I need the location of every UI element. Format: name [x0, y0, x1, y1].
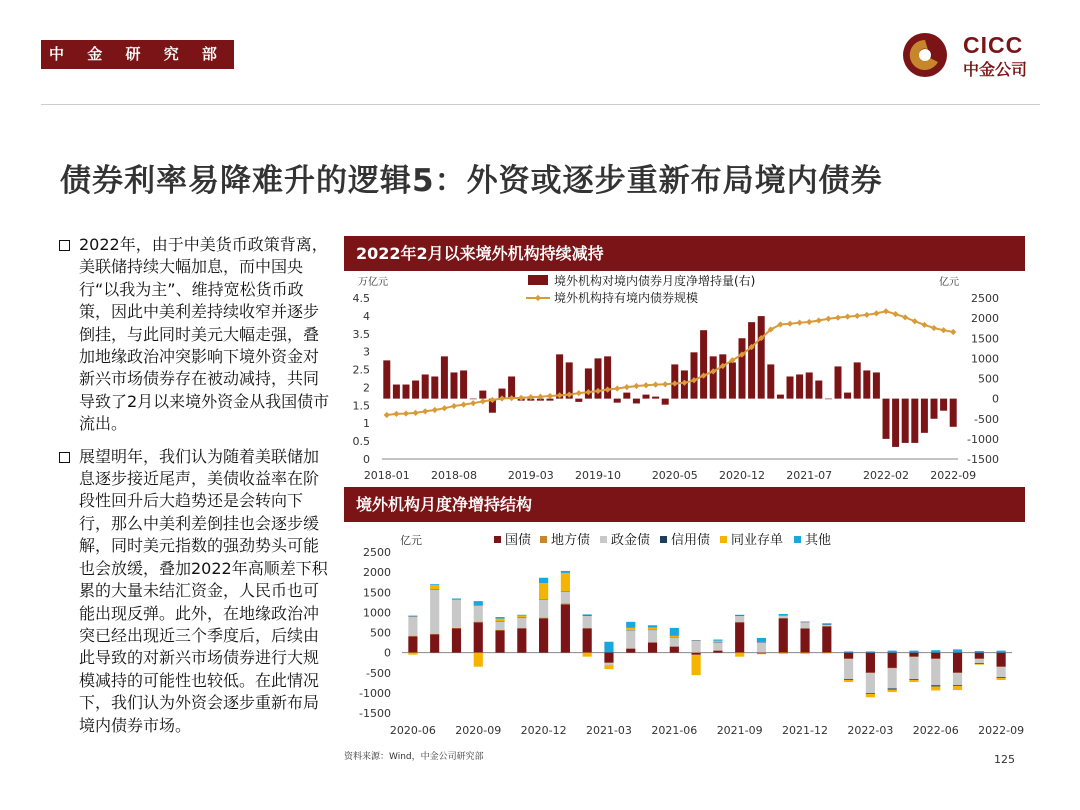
net-purchase-bar: [854, 362, 861, 398]
stack-segment: [692, 655, 701, 675]
stack-segment: [997, 677, 1006, 678]
stack-segment: [931, 659, 940, 685]
stack-segment: [408, 637, 417, 653]
bullet-text: 展望明年，我们认为随着美联储加息逐步接近尾声，美债收益率在阶段性回升后大趋势还是会转向下行，那么中美利差倒挂也会逐步缓解，同时美元指数的强劲势头可能也会放缓，叠加2022年高顺差下积累的大量未结汇资金，人民币也可能出现反弹。此外，在地缘政治冲突已经出现近三个季度后，后续由此导致的对新兴市场债券进行大规模减持的可能性也较低。在此情况下，我们认为外资会逐步重新布局境内债券市场。: [79, 446, 328, 735]
bullet-square-icon: [59, 240, 70, 251]
holdings-point: [854, 313, 860, 319]
stack-segment: [474, 606, 483, 622]
holdings-point: [422, 408, 428, 414]
x-tick-label: 2020-12: [719, 469, 765, 482]
stack-segment: [997, 651, 1006, 653]
right-axis-unit: 亿元: [939, 277, 959, 288]
stack-segment: [539, 599, 548, 617]
stack-segment: [517, 615, 526, 616]
stack-segment: [452, 628, 461, 629]
net-purchase-bar: [950, 399, 957, 427]
stack-segment: [757, 642, 766, 652]
stack-segment: [735, 616, 744, 622]
legend-label: 其他: [805, 533, 832, 548]
legend-swatch: [660, 536, 667, 543]
stack-segment: [735, 653, 744, 657]
net-purchase-bar: [844, 393, 851, 399]
net-purchase-bar: [700, 330, 707, 398]
left-tick-label: 0.5: [352, 435, 370, 449]
stack-segment: [474, 601, 483, 605]
holdings-point: [652, 381, 658, 387]
net-purchase-bar: [451, 372, 458, 398]
legend-label: 地方债: [551, 533, 591, 548]
stack-segment: [866, 673, 875, 693]
stack-segment: [604, 653, 613, 663]
legend-bar-label: 境外机构对境内债券月度净增持量(右): [554, 274, 756, 288]
x-tick-label: 2022-09: [978, 724, 1025, 737]
holdings-point: [384, 412, 390, 418]
chart1-title: 2022年2月以来境外机构持续减持: [344, 236, 1025, 271]
stack-segment: [604, 663, 613, 665]
stack-segment: [495, 630, 504, 631]
holdings-point: [796, 320, 802, 326]
stack-segment: [408, 616, 417, 635]
net-purchase-bar: [940, 399, 947, 411]
stack-segment: [517, 628, 526, 652]
holdings-point: [614, 385, 620, 391]
department-label: 中 金 研 究 部: [41, 40, 234, 69]
stack-segment: [975, 664, 984, 665]
y-tick-label: 500: [370, 626, 391, 640]
net-purchase-bar: [767, 364, 774, 398]
net-purchase-bar: [815, 381, 822, 399]
stack-segment: [888, 651, 897, 653]
net-purchase-bar: [748, 322, 755, 398]
stack-segment: [626, 649, 635, 653]
stack-segment: [692, 653, 701, 655]
x-tick-label: 2021-03: [585, 724, 632, 737]
net-purchase-bar: [777, 395, 784, 399]
bullet-item: [58, 446, 330, 737]
stack-segment: [713, 641, 722, 642]
net-purchase-bar: [614, 399, 621, 403]
net-purchase-bar: [787, 376, 794, 398]
holdings-point: [931, 325, 937, 331]
stack-segment: [757, 653, 766, 654]
right-tick-label: 500: [978, 372, 999, 386]
holdings-point: [873, 310, 879, 316]
page-number: 125: [994, 753, 1015, 766]
stack-segment: [779, 618, 788, 652]
chart1: [344, 271, 1025, 491]
y-tick-label: -1500: [359, 707, 391, 720]
stack-segment: [822, 625, 831, 626]
stack-segment: [931, 653, 940, 659]
stack-segment: [888, 688, 897, 689]
stack-segment: [844, 653, 853, 659]
stack-segment: [495, 619, 504, 622]
net-purchase-bar: [691, 352, 698, 398]
holdings-point: [393, 411, 399, 417]
stack-segment: [713, 640, 722, 641]
stack-segment: [430, 585, 439, 589]
stack-segment: [408, 653, 417, 655]
x-tick-label: 2020-09: [455, 724, 502, 737]
stack-segment: [844, 651, 853, 652]
left-tick-label: 4: [363, 309, 370, 323]
net-purchase-bar: [729, 362, 736, 398]
stack-segment: [866, 653, 875, 673]
holdings-point: [835, 315, 841, 321]
left-axis-unit: 万亿元: [358, 277, 388, 288]
legend-swatch: [494, 536, 501, 543]
net-purchase-bar: [710, 356, 717, 398]
net-purchase-bar: [431, 376, 438, 398]
holdings-point: [806, 319, 812, 325]
holdings-point: [412, 410, 418, 416]
stack-segment: [779, 653, 788, 654]
net-purchase-bar: [825, 399, 832, 400]
x-tick-label: 2019-10: [575, 469, 621, 482]
net-purchase-bar: [873, 372, 880, 398]
holdings-point: [662, 381, 668, 387]
holdings-point: [441, 405, 447, 411]
left-tick-label: 1: [363, 417, 370, 431]
stack-segment: [866, 694, 875, 697]
right-tick-label: 1500: [971, 332, 999, 346]
stack-segment: [561, 571, 570, 573]
legend-line-label: 境外机构持有境内债券规模: [554, 291, 699, 305]
left-tick-label: 0: [363, 453, 370, 466]
holdings-line: [387, 311, 953, 415]
stack-segment: [975, 663, 984, 664]
legend-swatch: [600, 536, 607, 543]
stack-segment: [539, 583, 548, 599]
net-purchase-bar: [623, 393, 630, 399]
x-tick-label: 2022-02: [863, 469, 909, 482]
x-tick-label: 2022-03: [847, 724, 894, 737]
source-note: 资料来源：Wind，中金公司研究部: [344, 752, 484, 762]
x-tick-label: 2021-06: [651, 724, 698, 737]
stack-segment: [757, 638, 766, 642]
y-tick-label: 1000: [363, 606, 391, 620]
net-purchase-bar: [758, 316, 765, 399]
legend-line-marker: [535, 295, 541, 301]
holdings-point: [825, 316, 831, 322]
stack-segment: [757, 653, 766, 654]
right-tick-label: -1000: [967, 432, 999, 446]
header-divider: [41, 104, 1040, 105]
stack-segment: [909, 657, 918, 679]
stack-segment: [583, 614, 592, 615]
legend-swatch: [720, 536, 727, 543]
holdings-point: [816, 317, 822, 323]
x-tick-label: 2018-01: [363, 469, 410, 482]
holdings-point: [547, 393, 553, 399]
logo-text-cn: 中金公司: [963, 60, 1028, 79]
net-purchase-bar: [911, 399, 918, 443]
stack-segment: [713, 642, 722, 650]
holdings-point: [950, 329, 956, 335]
holdings-point: [912, 318, 918, 324]
stack-segment: [866, 651, 875, 652]
right-tick-label: 0: [992, 392, 999, 406]
stack-segment: [474, 653, 483, 667]
legend-bar-swatch: [528, 275, 548, 285]
x-tick-label: 2020-05: [651, 469, 698, 482]
holdings-point: [921, 322, 927, 328]
stack-segment: [997, 653, 1006, 667]
stack-segment: [800, 653, 809, 654]
page-title: 债券利率易降难升的逻辑5：外资或逐步重新布局境内债券: [60, 163, 883, 199]
stack-segment: [408, 636, 417, 637]
net-purchase-bar: [719, 354, 726, 398]
holdings-point: [844, 313, 850, 319]
x-tick-label: 2020-12: [520, 724, 567, 737]
stack-segment: [539, 618, 548, 652]
net-purchase-bar: [460, 370, 467, 398]
net-purchase-bar: [441, 356, 448, 398]
stack-segment: [909, 679, 918, 680]
legend-label: 同业存单: [731, 533, 784, 548]
holdings-point: [787, 321, 793, 327]
holdings-point: [432, 407, 438, 413]
stack-segment: [430, 635, 439, 653]
stack-segment: [561, 573, 570, 591]
stack-segment: [670, 638, 679, 647]
net-purchase-bar: [412, 381, 419, 399]
net-purchase-bar: [892, 399, 899, 447]
stack-segment: [953, 673, 962, 685]
net-purchase-bar: [739, 338, 746, 398]
stack-segment: [953, 685, 962, 686]
y-tick-label: -500: [366, 666, 391, 680]
net-purchase-bar: [796, 374, 803, 398]
net-purchase-bar: [652, 397, 659, 399]
net-purchase-bar: [835, 366, 842, 398]
net-purchase-bar: [643, 395, 650, 399]
net-purchase-bar: [556, 354, 563, 398]
stack-segment: [909, 653, 918, 657]
holdings-point: [892, 311, 898, 317]
stack-segment: [648, 643, 657, 653]
stack-segment: [561, 604, 570, 652]
left-tick-label: 2: [363, 381, 370, 395]
stack-segment: [430, 584, 439, 585]
stack-segment: [975, 659, 984, 663]
stack-segment: [452, 598, 461, 599]
holdings-point: [940, 327, 946, 333]
stack-segment: [997, 678, 1006, 680]
stack-segment: [430, 589, 439, 633]
holdings-point: [633, 383, 639, 389]
left-tick-label: 4.5: [352, 292, 370, 305]
stack-segment: [430, 634, 439, 635]
stack-segment: [931, 686, 940, 690]
holdings-point: [451, 403, 457, 409]
legend-swatch: [540, 536, 547, 543]
holdings-point: [883, 308, 889, 314]
y-axis-unit: 亿元: [400, 534, 422, 547]
stack-segment: [604, 642, 613, 652]
stack-segment: [474, 622, 483, 652]
net-purchase-bar: [806, 372, 813, 398]
stack-segment: [713, 651, 722, 653]
net-purchase-bar: [575, 399, 582, 402]
bullet-list: [58, 234, 330, 747]
holdings-point: [576, 390, 582, 396]
stack-segment: [692, 641, 701, 653]
stack-segment: [844, 680, 853, 682]
stack-segment: [888, 690, 897, 692]
net-purchase-bar: [902, 399, 909, 443]
stack-segment: [583, 616, 592, 628]
legend-label: 国债: [505, 533, 532, 548]
stack-segment: [779, 616, 788, 618]
stack-segment: [779, 614, 788, 615]
net-purchase-bar: [662, 399, 669, 405]
stack-segment: [495, 630, 504, 652]
stack-segment: [539, 618, 548, 619]
right-tick-label: 1000: [971, 352, 999, 366]
stack-segment: [670, 647, 679, 653]
stack-segment: [866, 693, 875, 694]
x-tick-label: 2021-09: [716, 724, 763, 737]
stack-segment: [670, 628, 679, 636]
stack-segment: [452, 600, 461, 628]
stack-segment: [800, 622, 809, 628]
y-tick-label: 1500: [363, 586, 391, 600]
x-tick-label: 2022-09: [930, 469, 977, 482]
holdings-point: [643, 382, 649, 388]
net-purchase-bar: [863, 370, 870, 398]
stack-segment: [452, 628, 461, 652]
left-tick-label: 3: [363, 345, 370, 359]
y-tick-label: 2000: [363, 566, 391, 580]
legend-label: 政金债: [611, 533, 651, 548]
net-purchase-bar: [921, 399, 928, 433]
right-tick-label: -500: [974, 412, 999, 426]
stack-segment: [561, 591, 570, 603]
left-tick-label: 2.5: [352, 363, 370, 377]
stack-segment: [888, 653, 897, 668]
stack-segment: [517, 616, 526, 618]
stack-segment: [822, 653, 831, 654]
y-tick-label: -1000: [359, 686, 391, 700]
stack-segment: [735, 615, 744, 616]
net-purchase-bar: [403, 385, 410, 399]
stack-segment: [670, 636, 679, 637]
holdings-point: [470, 400, 476, 406]
net-purchase-bar: [383, 360, 390, 398]
net-purchase-bar: [883, 399, 890, 439]
legend-swatch: [794, 536, 801, 543]
stack-segment: [931, 650, 940, 652]
left-tick-label: 1.5: [352, 399, 370, 413]
stack-segment: [495, 617, 504, 619]
x-tick-label: 2021-07: [786, 469, 833, 482]
stack-segment: [735, 622, 744, 652]
holdings-point: [864, 312, 870, 318]
stack-segment: [583, 653, 592, 657]
bullet-item: [58, 234, 330, 436]
x-tick-label: 2018-08: [431, 469, 477, 482]
stack-segment: [953, 649, 962, 652]
stack-segment: [909, 680, 918, 682]
net-purchase-bar: [470, 399, 477, 400]
stack-segment: [626, 622, 635, 628]
stack-segment: [931, 685, 940, 686]
stack-segment: [953, 686, 962, 690]
stack-segment: [975, 653, 984, 659]
net-purchase-bar: [633, 399, 640, 404]
y-tick-label: 2500: [363, 546, 391, 559]
y-tick-label: 0: [384, 646, 391, 660]
stack-segment: [648, 630, 657, 642]
net-purchase-bar: [422, 374, 429, 398]
stack-segment: [626, 628, 635, 630]
legend-label: 信用债: [671, 533, 711, 548]
holdings-point: [902, 314, 908, 320]
stack-segment: [909, 651, 918, 653]
stack-segment: [539, 578, 548, 583]
stack-segment: [626, 630, 635, 648]
stack-segment: [844, 659, 853, 679]
holdings-point: [480, 398, 486, 404]
net-purchase-bar: [931, 399, 938, 419]
stack-segment: [648, 625, 657, 627]
x-tick-label: 2019-03: [507, 469, 554, 482]
left-tick-label: 3.5: [352, 327, 370, 341]
stack-segment: [648, 628, 657, 630]
stack-segment: [844, 679, 853, 680]
stack-segment: [888, 668, 897, 688]
stack-segment: [474, 622, 483, 623]
right-tick-label: -1500: [967, 453, 999, 466]
stack-segment: [495, 622, 504, 630]
stack-segment: [561, 604, 570, 605]
holdings-point: [460, 402, 466, 408]
x-tick-label: 2022-06: [912, 724, 959, 737]
logo-text-en: CICC: [963, 32, 1024, 58]
x-tick-label: 2020-06: [389, 724, 436, 737]
stack-segment: [975, 651, 984, 653]
right-tick-label: 2000: [971, 312, 999, 326]
right-tick-label: 2500: [971, 292, 999, 305]
bullet-text: 2022年，由于中美货币政策背离，美联储持续大幅加息，而中国央行“以我为主”、维持宽松货币政策，因此中美利差持续收窄并逐步倒挂，与此同时美元大幅走强，叠加地缘政治冲突影响下境外资金对新兴市场债券存在被动减持，共同导致了2月以来境外资金从我国债市流出。: [79, 235, 330, 434]
stack-segment: [517, 618, 526, 628]
stack-segment: [604, 665, 613, 669]
net-purchase-bar: [479, 391, 486, 399]
stack-segment: [822, 626, 831, 652]
stack-segment: [800, 628, 809, 652]
holdings-point: [403, 410, 409, 416]
chart2: [344, 522, 1025, 752]
bullet-square-icon: [59, 452, 70, 463]
net-purchase-bar: [393, 385, 400, 399]
stack-segment: [822, 623, 831, 624]
x-tick-label: 2021-12: [782, 724, 829, 737]
holdings-point: [624, 384, 630, 390]
stack-segment: [953, 653, 962, 673]
stack-segment: [583, 628, 592, 652]
stack-segment: [997, 667, 1006, 677]
chart2-title: 境外机构月度净增持结构: [344, 487, 1025, 522]
